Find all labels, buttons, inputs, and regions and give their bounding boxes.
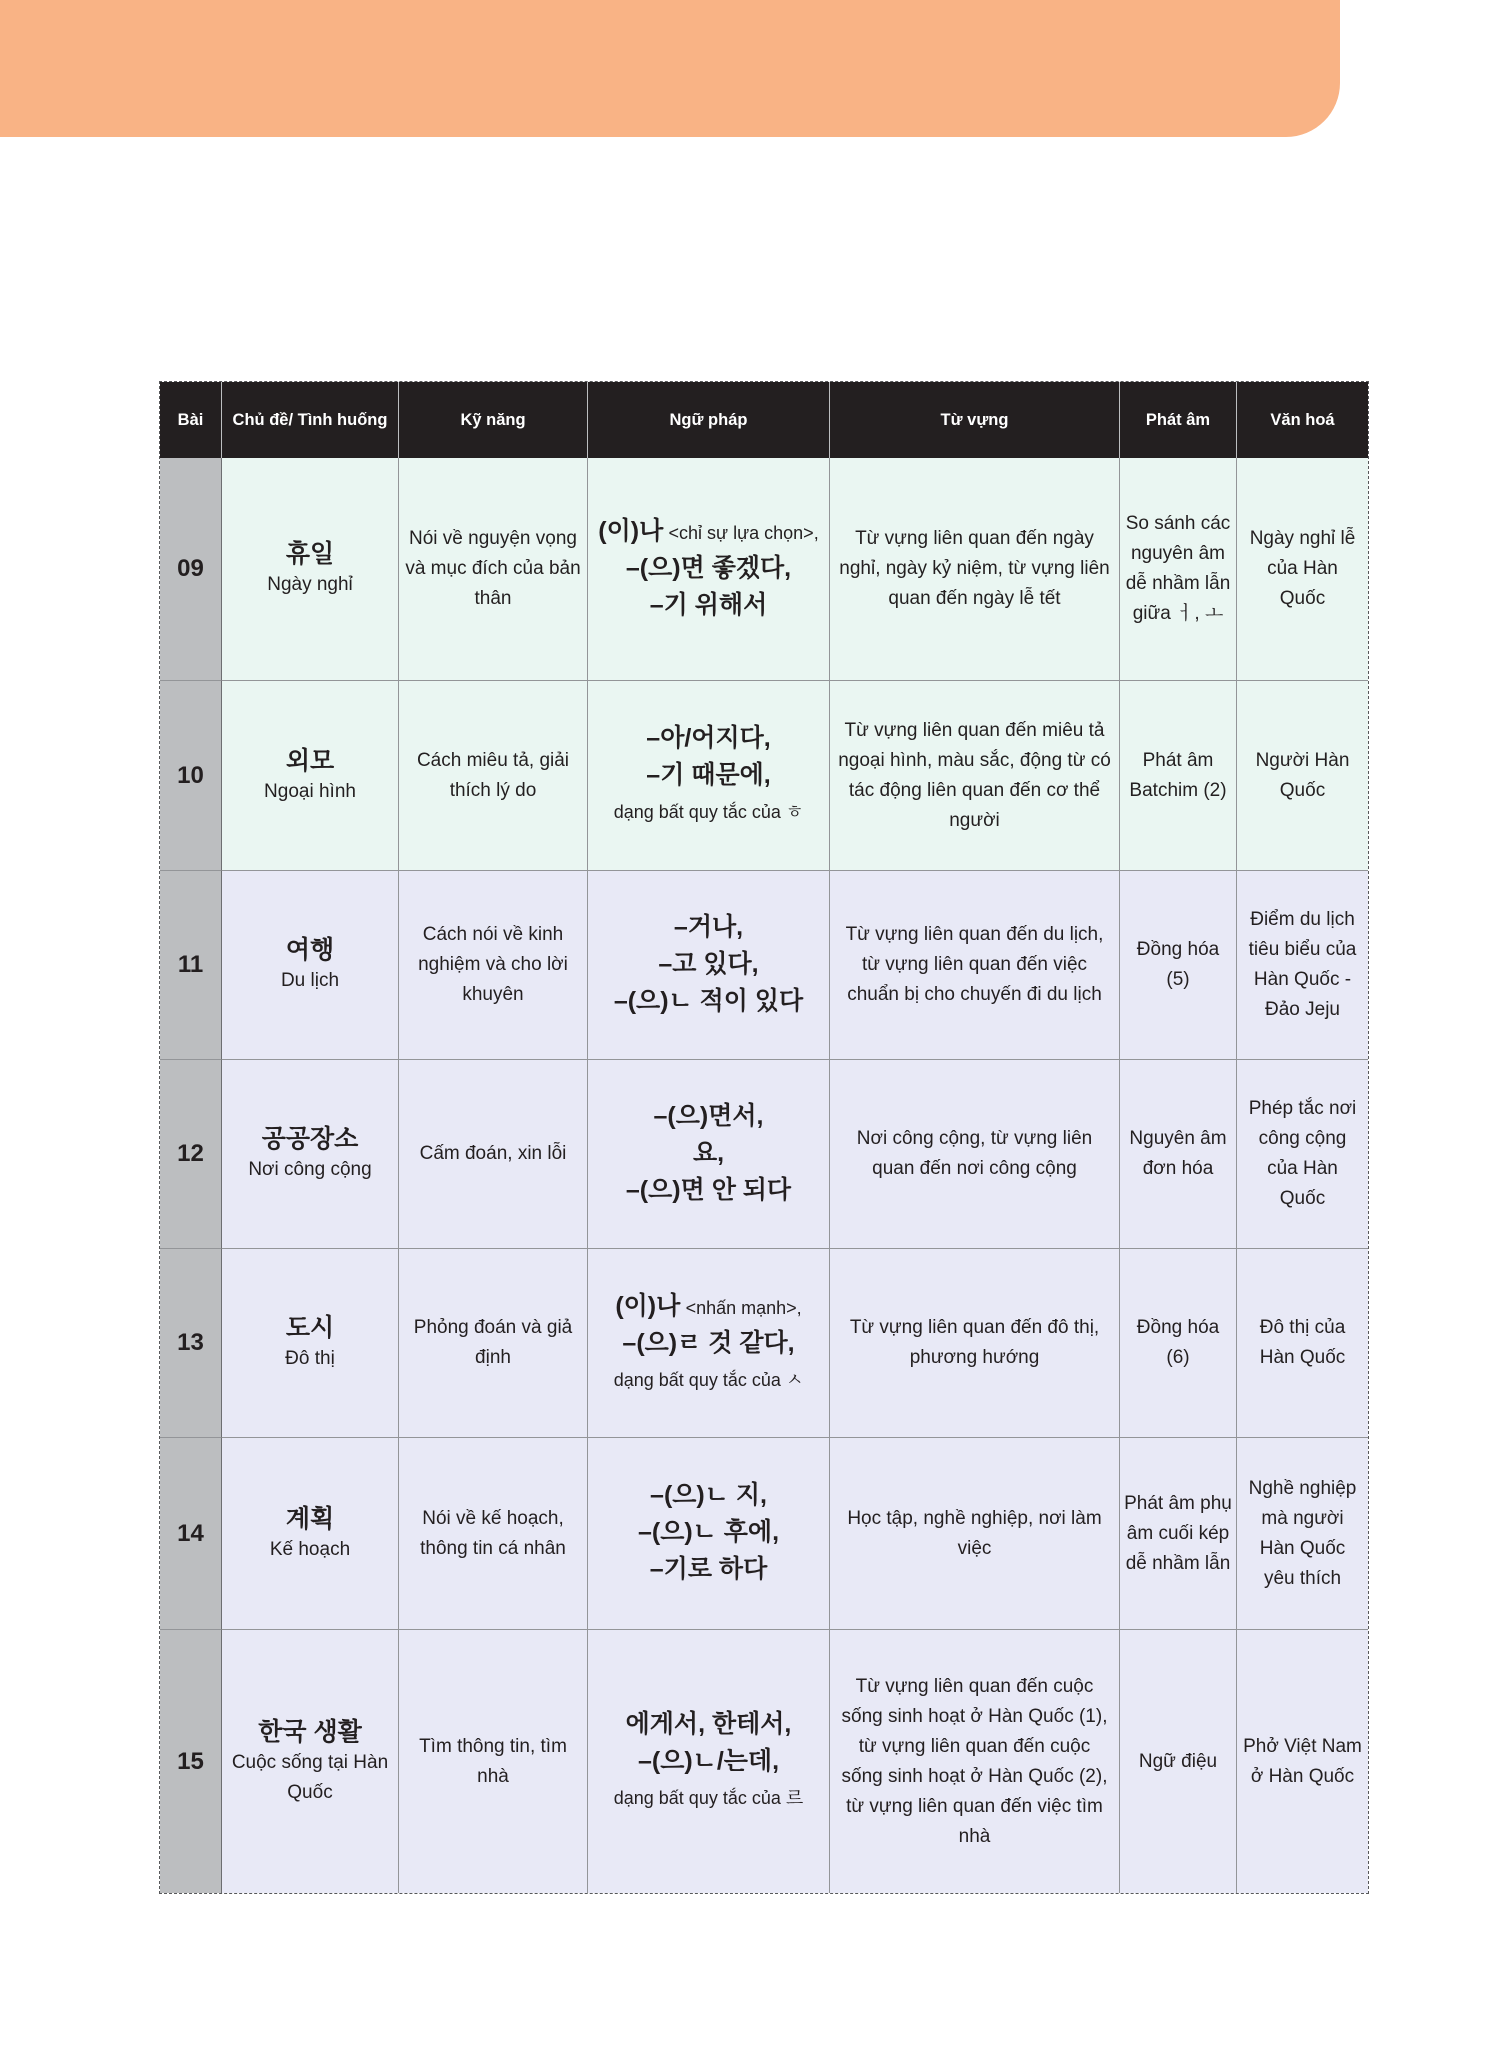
lesson-number: 12 (160, 1060, 222, 1249)
pronunciation-cell: So sánh các nguyên âm dễ nhầm lẫn giữa ㅓ, ㅗ (1120, 458, 1237, 681)
grammar-pattern: –기 위해서 (649, 590, 768, 619)
top-banner (0, 0, 1340, 137)
pronunciation-cell: Phát âm phụ âm cuối kép dễ nhầm lẫn (1120, 1438, 1237, 1630)
grammar-pattern: –거나, (673, 912, 744, 941)
topic-cell (222, 681, 399, 871)
grammar-pattern: –(으)ㄴ 후에, (637, 1518, 780, 1546)
grammar-pattern: –기 때문에, (646, 761, 771, 789)
pronunciation-cell: Phát âm Batchim (2) (1120, 681, 1237, 871)
grammar-note: <chỉ sự lựa chọn>, (668, 522, 819, 543)
pronunciation-cell: Nguyên âm đơn hóa (1120, 1060, 1237, 1249)
vocabulary-cell: Học tập, nghề nghiệp, nơi làm việc (830, 1438, 1120, 1630)
grammar-pattern: (이)나 (615, 1291, 681, 1320)
topic-cell (222, 1060, 399, 1249)
table-row (160, 458, 1368, 681)
grammar-line (594, 1326, 823, 1363)
vocabulary-cell: Từ vựng liên quan đến đô thị, phương hướng (830, 1249, 1120, 1438)
pronunciation-cell: Đồng hóa (5) (1120, 871, 1237, 1060)
grammar-cell (588, 458, 830, 681)
skill-cell: Tìm thông tin, tìm nhà (399, 1630, 588, 1893)
grammar-note: dạng bất quy tắc của ㅎ (613, 802, 804, 822)
lesson-number: 15 (160, 1630, 222, 1893)
topic-korean: 한국 생활 (258, 1717, 362, 1746)
grammar-line (594, 758, 823, 795)
lesson-number: 14 (160, 1438, 222, 1630)
grammar-note: dạng bất quy tắc của ㅅ (613, 1369, 804, 1390)
grammar-pattern: –기로 하다 (649, 1555, 768, 1583)
skill-cell: Phỏng đoán và giả định (399, 1249, 588, 1438)
curriculum-table (159, 381, 1369, 1894)
grammar-pattern: –(으)ㄹ 것 같다, (622, 1328, 795, 1357)
grammar-line (594, 1515, 823, 1552)
table-row (160, 681, 1368, 871)
grammar-line (594, 1781, 823, 1816)
grammar-line (594, 514, 823, 551)
grammar-line (594, 1363, 823, 1398)
skill-cell: Cấm đoán, xin lỗi (399, 1060, 588, 1249)
topic-cell (222, 1630, 399, 1893)
header-vocabulary: Từ vựng (830, 382, 1120, 458)
culture-cell: Đô thị của Hàn Quốc (1237, 1249, 1368, 1438)
grammar-pattern: –아/어지다, (646, 724, 771, 752)
skill-cell: Nói về nguyện vọng và mục đích của bản thân (399, 458, 588, 681)
topic-korean: 계획 (285, 1504, 335, 1533)
culture-cell: Ngày nghỉ lễ của Hàn Quốc (1237, 458, 1368, 681)
culture-cell: Phở Việt Nam ở Hàn Quốc (1237, 1630, 1368, 1893)
vocabulary-cell: Từ vựng liên quan đến cuộc sống sinh hoạt ở Hàn Quốc (1), từ vựng liên quan đến cuộc sống sinh hoạt ở Hàn Quốc (2), từ vựng liên quan đến việc tìm nhà (830, 1630, 1120, 1893)
skill-cell: Cách miêu tả, giải thích lý do (399, 681, 588, 871)
grammar-line (594, 1552, 823, 1589)
topic-korean: 여행 (285, 936, 335, 964)
skill-cell: Nói về kế hoạch, thông tin cá nhân (399, 1438, 588, 1630)
vocabulary-cell: Từ vựng liên quan đến ngày nghỉ, ngày kỷ niệm, từ vựng liên quan đến ngày lễ tết (830, 458, 1120, 681)
grammar-cell (588, 1249, 830, 1438)
topic-cell (222, 871, 399, 1060)
topic-cell (222, 458, 399, 681)
grammar-pattern: 에게서, 한테서, (625, 1710, 792, 1738)
header-skill: Kỹ năng (399, 382, 588, 458)
vocabulary-cell: Từ vựng liên quan đến du lịch, từ vựng liên quan đến việc chuẩn bị cho chuyến đi du lịch (830, 871, 1120, 1060)
topic-cell (222, 1249, 399, 1438)
grammar-line (594, 1173, 823, 1210)
topic-korean: 공공장소 (261, 1125, 359, 1153)
header-lesson: Bài (160, 382, 222, 458)
culture-cell: Điểm du lịch tiêu biểu của Hàn Quốc - Đảo Jeju (1237, 871, 1368, 1060)
grammar-cell (588, 681, 830, 871)
grammar-pattern: –(으)면 안 되다 (625, 1175, 792, 1204)
grammar-line (594, 721, 823, 758)
pronunciation-cell: Đồng hóa (6) (1120, 1249, 1237, 1438)
lesson-number: 11 (160, 871, 222, 1060)
grammar-cell (588, 871, 830, 1060)
topic-vietnamese: Nơi công cộng (248, 1159, 372, 1180)
grammar-line (594, 947, 823, 984)
grammar-cell (588, 1630, 830, 1893)
table-row (160, 1249, 1368, 1438)
table-row (160, 871, 1368, 1060)
topic-korean: 도시 (285, 1314, 335, 1342)
header-culture: Văn hoá (1237, 382, 1368, 458)
topic-cell (222, 1438, 399, 1630)
topic-vietnamese: Cuộc sống tại Hàn Quốc (231, 1751, 389, 1803)
grammar-line (594, 1744, 823, 1781)
grammar-note: dạng bất quy tắc của 르 (613, 1788, 804, 1808)
grammar-cell (588, 1060, 830, 1249)
skill-cell: Cách nói về kinh nghiệm và cho lời khuyên (399, 871, 588, 1060)
grammar-line (594, 795, 823, 830)
culture-cell: Nghề nghiệp mà người Hàn Quốc yêu thích (1237, 1438, 1368, 1630)
grammar-pattern: –(으)ㄴ/는데, (637, 1747, 780, 1775)
header-grammar: Ngữ pháp (588, 382, 830, 458)
vocabulary-cell: Nơi công cộng, từ vựng liên quan đến nơi công cộng (830, 1060, 1120, 1249)
grammar-line (594, 551, 823, 588)
header-topic: Chủ đề/ Tình huống (222, 382, 399, 458)
topic-vietnamese: Ngày nghỉ (267, 574, 353, 595)
culture-cell: Phép tắc nơi công cộng của Hàn Quốc (1237, 1060, 1368, 1249)
lesson-number: 10 (160, 681, 222, 871)
grammar-line (594, 1289, 823, 1326)
topic-vietnamese: Du lịch (280, 970, 340, 991)
grammar-line (594, 1478, 823, 1515)
topic-vietnamese: Kế hoạch (269, 1538, 351, 1560)
grammar-line (594, 910, 823, 947)
table-row (160, 1438, 1368, 1630)
grammar-pattern: (이)나 (598, 516, 664, 545)
header-pronunciation: Phát âm (1120, 382, 1237, 458)
grammar-line (594, 984, 823, 1021)
grammar-pattern: –(으)면 좋겠다, (625, 553, 792, 582)
grammar-pattern: –(으)면서, (653, 1101, 764, 1130)
grammar-pattern: 요, (692, 1138, 725, 1167)
lesson-number: 13 (160, 1249, 222, 1438)
topic-korean: 외모 (285, 746, 335, 775)
grammar-line (594, 1136, 823, 1173)
grammar-pattern: –(으)ㄴ 적이 있다 (613, 986, 804, 1015)
grammar-cell (588, 1438, 830, 1630)
grammar-line (594, 1099, 823, 1136)
grammar-line (594, 1707, 823, 1744)
table-row (160, 1060, 1368, 1249)
pronunciation-cell: Ngữ điệu (1120, 1630, 1237, 1893)
topic-korean: 휴일 (285, 540, 335, 568)
grammar-note: <nhấn mạnh>, (685, 1297, 802, 1318)
vocabulary-cell: Từ vựng liên quan đến miêu tả ngoại hình, màu sắc, động từ có tác động liên quan đến cơ thể người (830, 681, 1120, 871)
topic-vietnamese: Ngoại hình (264, 780, 356, 802)
grammar-pattern: –(으)ㄴ 지, (650, 1481, 767, 1509)
grammar-pattern: –고 있다, (658, 949, 759, 978)
table-header-row (160, 382, 1368, 458)
culture-cell: Người Hàn Quốc (1237, 681, 1368, 871)
lesson-number: 09 (160, 458, 222, 681)
curriculum-grid (160, 382, 1368, 1893)
grammar-line (594, 588, 823, 625)
topic-vietnamese: Đô thị (285, 1348, 335, 1369)
table-row (160, 1630, 1368, 1893)
